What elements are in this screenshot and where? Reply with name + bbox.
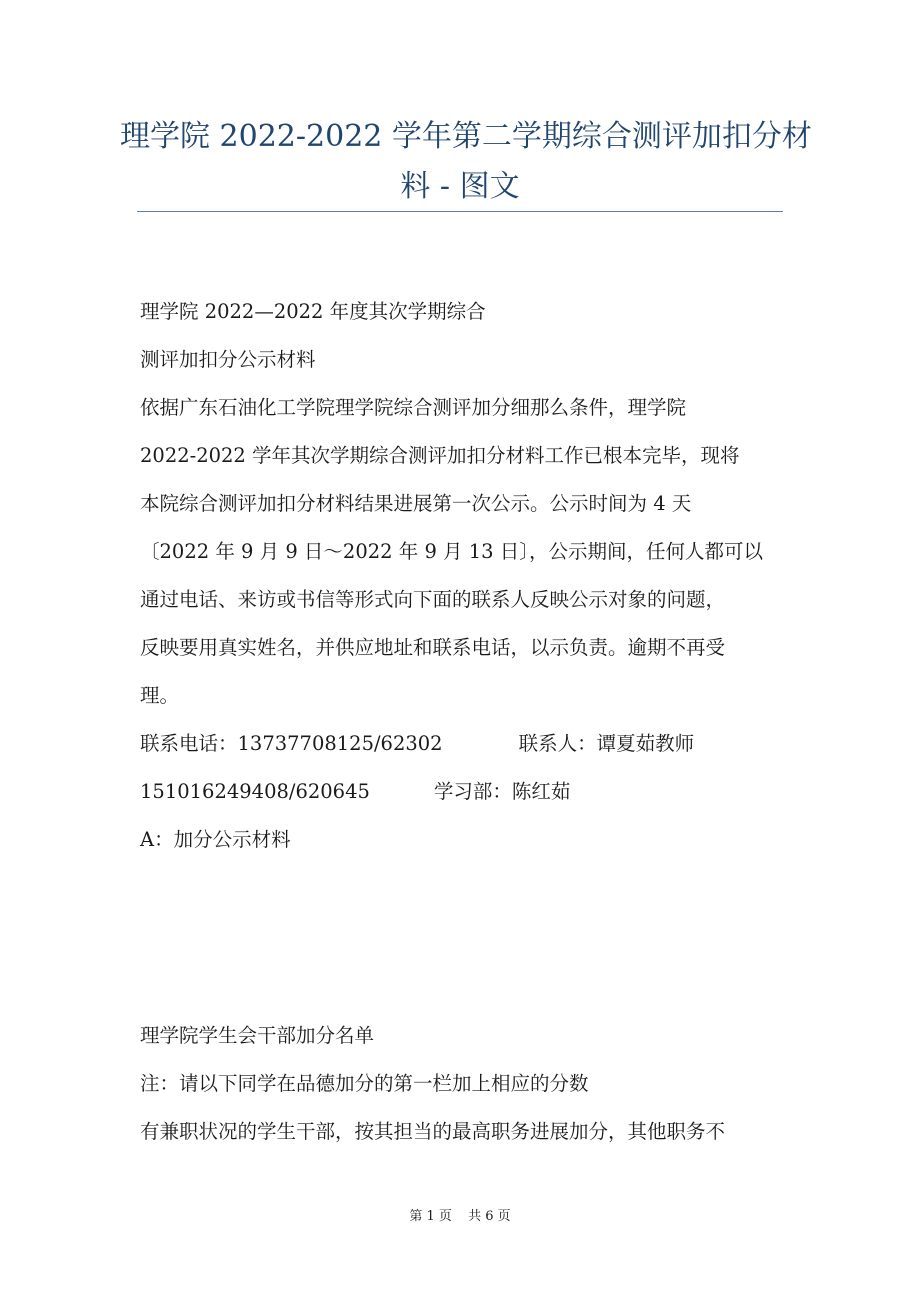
announcement-section [140, 288, 790, 864]
contact-person: 联系人：谭夏茹教师 [518, 732, 695, 755]
study-department-contact: 学习部：陈红茹 [433, 780, 571, 803]
section-heading: 理学院学生会干部加分名单 [140, 1024, 375, 1047]
paragraph-line: 理。 [140, 684, 180, 707]
title-line-2: 料 - 图文 [400, 169, 520, 204]
title-divider [137, 211, 783, 212]
paragraph-line: 本院综合测评加扣分材料结果进展第一次公示。公示时间为 4 天 [140, 492, 692, 515]
document-title [120, 112, 812, 212]
page-total: 共 6 页 [468, 1209, 511, 1224]
cadre-bonus-section [140, 1012, 790, 1156]
secondary-phone: 151016249408/620645 [140, 780, 370, 803]
section-a-heading: A：加分公示材料 [140, 828, 291, 851]
paragraph-line: 测评加扣分公示材料 [140, 348, 316, 371]
paragraph-line: 有兼职状况的学生干部，按其担当的最高职务进展加分，其他职务不 [140, 1120, 726, 1143]
page-number: 第 1 页 [409, 1209, 452, 1224]
note-line: 注：请以下同学在品德加分的第一栏加上相应的分数 [140, 1072, 589, 1095]
contact-row-2 [140, 768, 790, 816]
paragraph-line: 〔2022 年 9 月 9 日～2022 年 9 月 13 日〕，公示期间，任何人都可以 [140, 540, 764, 563]
paragraph-line: 理学院 2022—2022 年度其次学期综合 [140, 300, 486, 323]
paragraph-line: 依据广东石油化工学院理学院综合测评加分细那么条件，理学院 [140, 396, 687, 419]
page-footer [0, 1205, 920, 1224]
contact-row [140, 720, 790, 768]
paragraph-line: 反映要用真实姓名，并供应地址和联系电话，以示负责。逾期不再受 [140, 636, 726, 659]
contact-phone: 联系电话：13737708125/62302 [140, 732, 443, 755]
paragraph-line: 2022-2022 学年其次学期综合测评加扣分材料工作已根本完毕，现将 [140, 444, 740, 467]
paragraph-line: 通过电话、来访或书信等形式向下面的联系人反映公示对象的问题， [140, 588, 726, 611]
title-line-1: 理学院 2022-2022 学年第二学期综合测评加扣分材 [120, 119, 812, 154]
